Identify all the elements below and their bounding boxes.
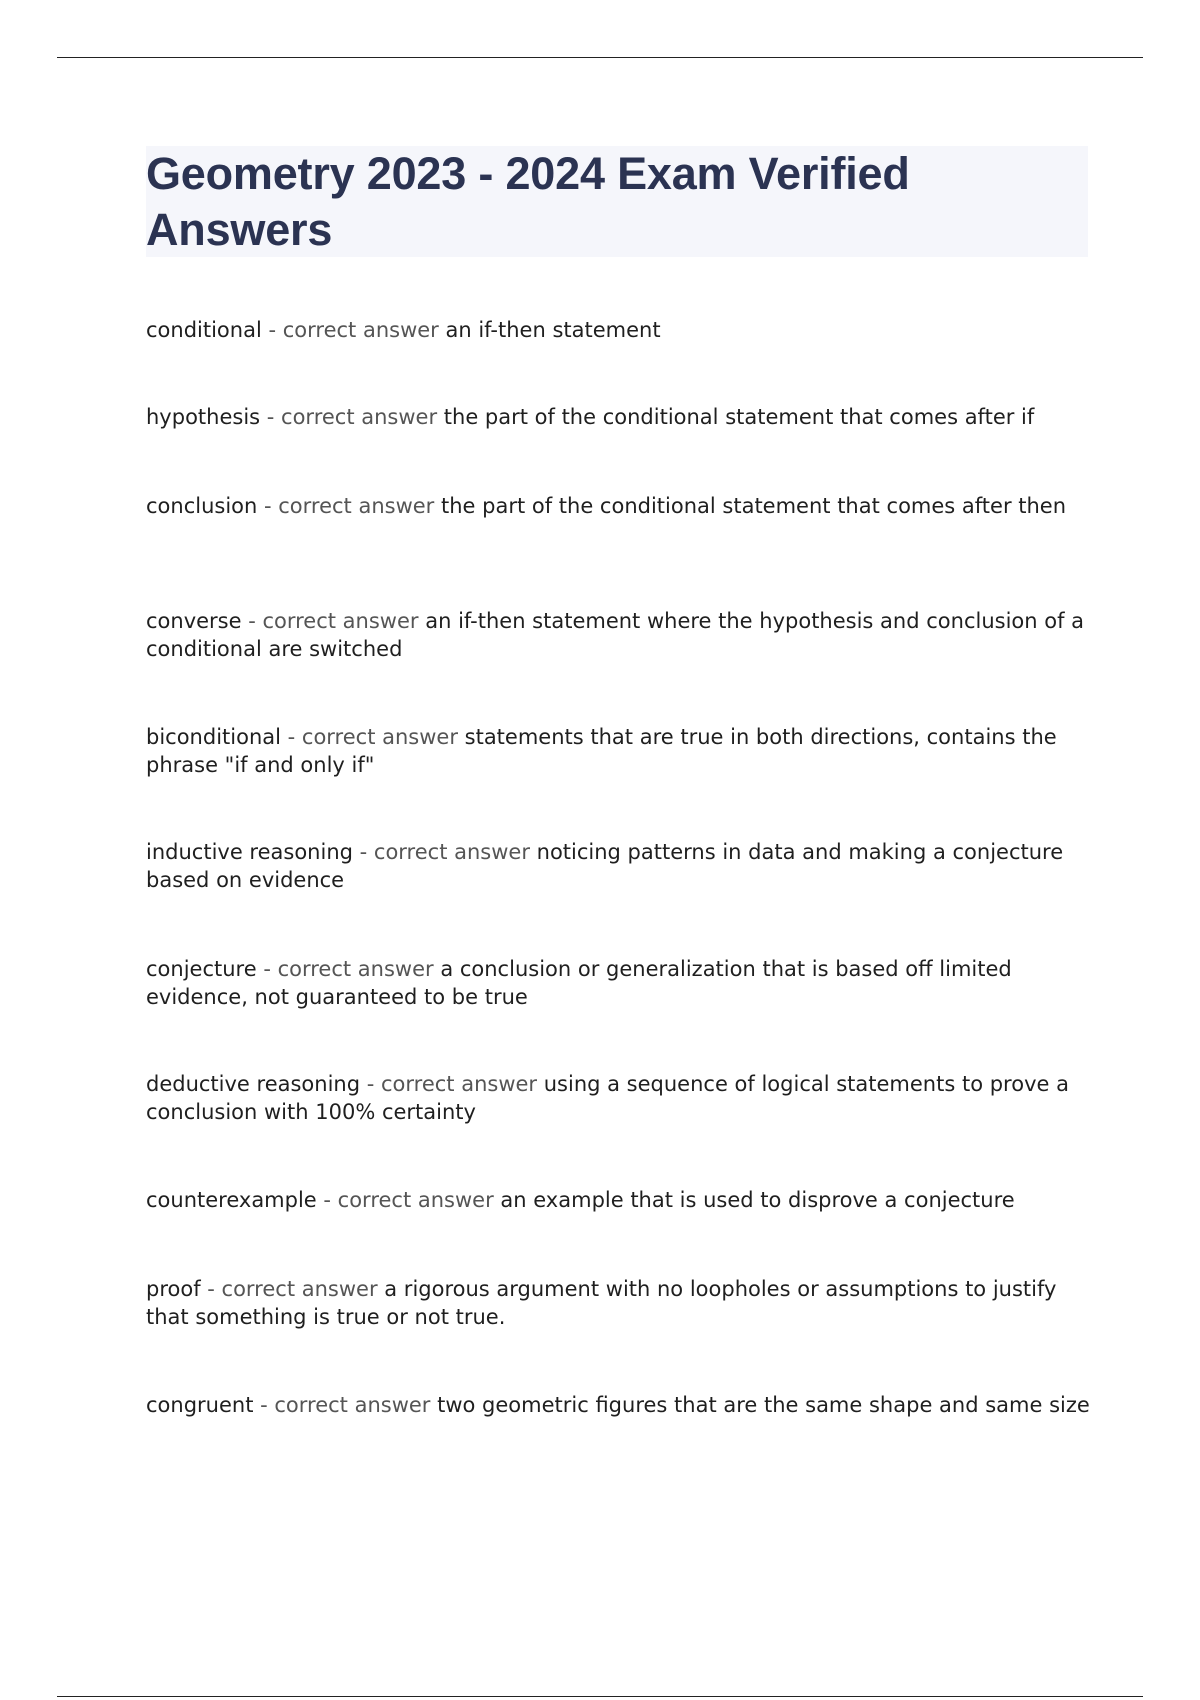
qa-separator: - correct answer [352,840,537,864]
qa-separator: - correct answer [257,494,441,518]
qa-answer: an if-then statement where the hypothesis and conclusion of a conditional are switched [146,609,1085,661]
qa-answer: an example that is used to disprove a conjecture [500,1188,1015,1212]
qa-term: congruent [146,1393,254,1417]
qa-term: inductive reasoning [146,840,353,864]
qa-separator: - correct answer [316,1188,501,1212]
qa-item [146,1070,1096,1126]
qa-item [146,403,1096,431]
qa-item [146,607,1096,663]
qa-separator: - correct answer [200,1277,385,1301]
qa-separator: - correct answer [256,957,441,981]
qa-term: hypothesis [146,405,261,429]
title-banner [146,146,1088,257]
qa-item [146,955,1096,1011]
qa-separator: - correct answer [261,318,446,342]
qa-item [146,723,1096,779]
qa-answer: statements that are true in both directions, contains the phrase "if and only if" [146,725,1057,777]
qa-answer: two geometric figures that are the same shape and same size [437,1393,1090,1417]
qa-item [146,492,1096,520]
page-title: Geometry 2023 - 2024 Exam Verified Answers [146,148,910,255]
qa-separator: - correct answer [260,405,444,429]
qa-item [146,316,1096,344]
qa-separator: - correct answer [360,1072,544,1096]
bottom-divider [57,1696,1143,1697]
top-divider [57,57,1143,58]
qa-answer: noticing patterns in data and making a conjecture based on evidence [146,840,1064,892]
qa-item [146,1186,1096,1214]
qa-term: biconditional [146,725,281,749]
qa-item [146,1275,1096,1331]
qa-answer: the part of the conditional statement that comes after if [443,405,1035,429]
qa-item [146,838,1096,894]
qa-term: conditional [146,318,262,342]
qa-answer: a rigorous argument with no loopholes or assumptions to justify that something is true or not true. [146,1277,1057,1329]
qa-separator: - correct answer [253,1393,438,1417]
qa-term: converse [146,609,242,633]
qa-term: conjecture [146,957,257,981]
qa-answer: using a sequence of logical statements to prove a conclusion with 100% certainty [146,1072,1069,1124]
qa-separator: - correct answer [241,609,426,633]
qa-answer: an if-then statement [445,318,661,342]
qa-answer: a conclusion or generalization that is based off limited evidence, not guaranteed to be true [146,957,1012,1009]
qa-separator: - correct answer [280,725,465,749]
qa-item [146,1391,1096,1419]
qa-answer: the part of the conditional statement that comes after then [441,494,1067,518]
qa-term: proof [146,1277,201,1301]
qa-term: deductive reasoning [146,1072,361,1096]
qa-term: counterexample [146,1188,317,1212]
qa-term: conclusion [146,494,258,518]
